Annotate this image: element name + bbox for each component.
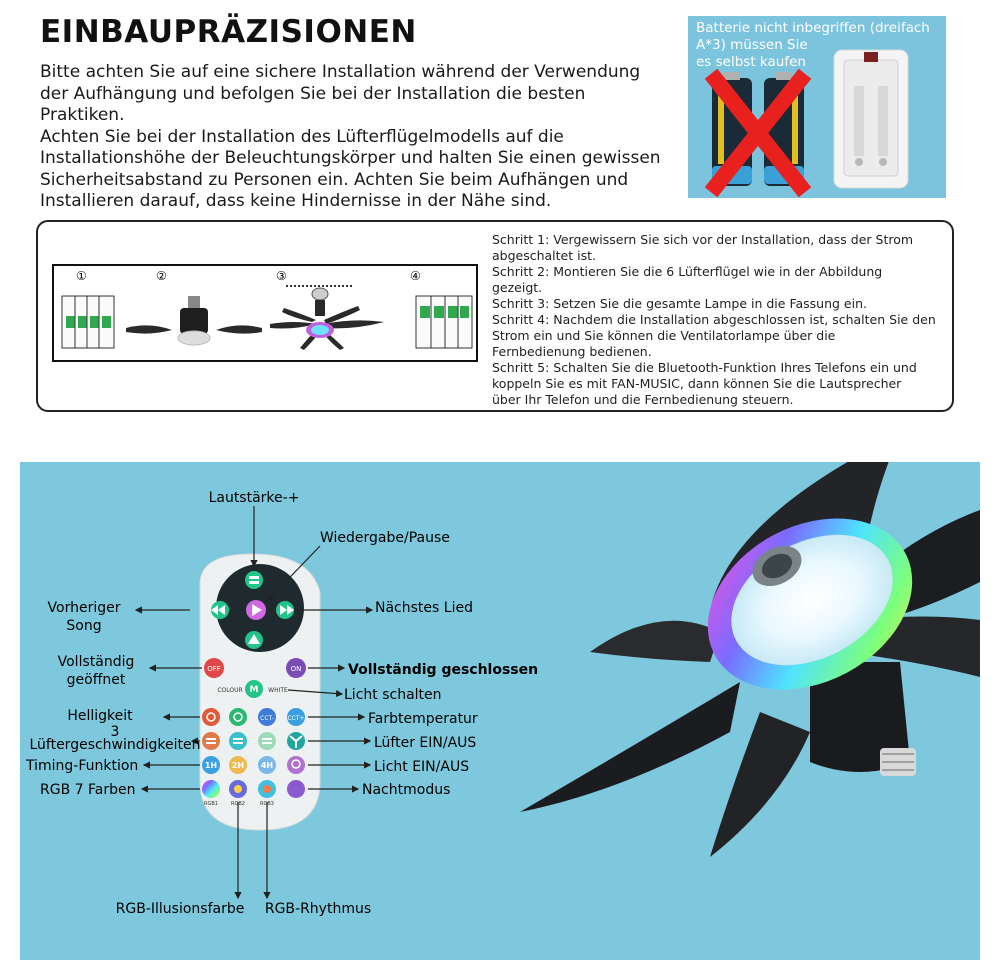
fan-lamp-icon (126, 296, 262, 345)
label-fan-speed: Lüftergeschwindigkeiten (29, 737, 201, 753)
intro-line: Praktiken. (40, 105, 125, 125)
cct-minus-button[interactable] (258, 708, 276, 726)
off-button[interactable] (204, 658, 224, 678)
figure-number: ② (156, 269, 167, 283)
label-fully-open-2: geöffnet (66, 672, 126, 688)
white-label: WHITE (268, 687, 288, 694)
timer-1h-button[interactable] (202, 756, 220, 774)
previous-song-button[interactable] (211, 601, 229, 619)
label-rgb-illusion: RGB-Illusionsfarbe (115, 901, 245, 917)
battery-note-line: Batterie nicht inbegriffen (dreifach (696, 20, 930, 36)
timer-2h-label: 2H (231, 761, 245, 770)
step-text: gezeigt. (492, 280, 543, 295)
label-brightness: Helligkeit (67, 708, 133, 724)
next-song-button[interactable] (276, 601, 294, 619)
step-text: koppeln Sie es mit FAN-MUSIC, dann können Sie die Lautsprecher (492, 376, 902, 391)
step-text: Strom ein und Sie können die Ventilatorlampe über die (492, 328, 836, 343)
label-fully-open: Vollständig (57, 654, 135, 670)
intro-line: Sicherheitsabstand zu Personen ein. Achten Sie beim Aufhängen und (40, 169, 629, 190)
fan-onoff-button[interactable] (287, 732, 305, 750)
cct-minus-label: CCT- (260, 715, 274, 722)
intro-line: Installieren darauf, dass keine Hindernisse in der Nähe sind. (40, 191, 552, 211)
figure-number: ③ (276, 269, 287, 283)
label-fan-onoff: Lüfter EIN/AUS (374, 735, 477, 751)
volume-down-button[interactable] (245, 631, 263, 649)
circuit-breaker-icon (62, 296, 114, 348)
off-button-label: OFF (207, 665, 221, 673)
ceiling-fan-icon (270, 286, 384, 350)
fan-speed-high-button[interactable] (258, 732, 276, 750)
cct-plus-label: CCT+ (287, 715, 305, 722)
cct-plus-button[interactable] (287, 708, 305, 726)
volume-button[interactable] (245, 571, 263, 589)
rgb2-label: RGB2 (231, 801, 245, 807)
remote-diagram (20, 462, 980, 960)
mode-button[interactable] (245, 680, 263, 698)
intro-line: Achten Sie bei der Installation des Lüfterflügelmodells auf die (40, 126, 564, 147)
remote-control-panel (20, 462, 980, 960)
step-text: Schritt 5: Schalten Sie die Bluetooth-Funktion Ihres Telefons ein und (492, 360, 917, 375)
label-next-song: Nächstes Lied (375, 600, 473, 616)
label-fan-speed-number: 3 (110, 724, 120, 740)
label-volume: Lautstärke-+ (208, 490, 300, 506)
intro-line: Installationshöhe der Beleuchtungskörper und halten Sie einen gewissen (40, 148, 661, 168)
installation-diagram (54, 266, 480, 364)
night-mode-button[interactable] (287, 780, 305, 798)
step-text: Schritt 1: Vergewissern Sie sich vor der Installation, dass der Strom (492, 232, 914, 247)
timer-1h-label: 1H (204, 761, 218, 770)
mode-button-label: M (249, 685, 259, 695)
label-color-temperature: Farbtemperatur (368, 711, 478, 727)
label-night-mode: Nachtmodus (362, 782, 451, 798)
intro-line: der Aufhängung und befolgen Sie bei der Installation die besten (40, 83, 586, 104)
battery-note-line: A*3) müssen Sie (696, 37, 808, 53)
step-text: Fernbedienung bedienen. (492, 344, 652, 359)
rgb3-button[interactable] (258, 780, 276, 798)
battery-note-line: es selbst kaufen (696, 54, 806, 70)
label-timing: Timing-Funktion (26, 758, 139, 774)
step-text: Schritt 2: Montieren Sie die 6 Lüfterflügel wie in der Abbildung (492, 264, 883, 279)
play-pause-button[interactable] (246, 600, 266, 620)
label-previous-song: Vorheriger (47, 600, 121, 616)
page-title: EINBAUPRÄZISIONEN (40, 14, 417, 50)
fan-lamp-illustration (520, 462, 980, 857)
label-fully-closed: Vollständig geschlossen (348, 662, 539, 678)
label-rgb-rhythm: RGB-Rhythmus (264, 901, 372, 917)
figure-number: ① (76, 269, 87, 283)
on-button-label: ON (290, 665, 302, 673)
label-light-switch: Licht schalten (344, 687, 442, 703)
on-button[interactable] (286, 658, 306, 678)
light-onoff-button[interactable] (287, 756, 305, 774)
fan-speed-low-button[interactable] (202, 732, 220, 750)
label-previous-song-2: Song (66, 618, 102, 634)
colour-label: COLOUR (217, 687, 243, 694)
rgb3-label: RGB3 (260, 801, 274, 807)
rgb1-label: RGB1 (204, 801, 218, 807)
label-play-pause: Wiedergabe/Pause (320, 530, 450, 546)
step-text: Schritt 3: Setzen Sie die gesamte Lampe in die Fassung ein. (492, 296, 867, 311)
timer-2h-button[interactable] (229, 756, 247, 774)
intro-line: Bitte achten Sie auf eine sichere Installation während der Verwendung (40, 62, 641, 82)
rgb2-button[interactable] (229, 780, 247, 798)
timer-4h-button[interactable] (258, 756, 276, 774)
installation-figure (52, 264, 478, 362)
step-text: über Ihr Telefon und die Fernbedienung steuern. (492, 392, 794, 407)
timer-4h-label: 4H (260, 761, 274, 770)
label-light-onoff: Licht EIN/AUS (374, 759, 470, 775)
step-text: Schritt 4: Nachdem die Installation abgeschlossen ist, schalten Sie den (492, 312, 936, 327)
label-rgb-7-colors: RGB 7 Farben (40, 782, 136, 798)
circuit-breaker-icon (416, 296, 472, 348)
brightness-up-button[interactable] (229, 708, 247, 726)
battery-note (696, 20, 946, 71)
rgb1-button[interactable] (202, 780, 220, 798)
step-text: abgeschaltet ist. (492, 248, 596, 263)
fan-speed-mid-button[interactable] (229, 732, 247, 750)
brightness-down-button[interactable] (202, 708, 220, 726)
figure-number: ④ (410, 269, 421, 283)
